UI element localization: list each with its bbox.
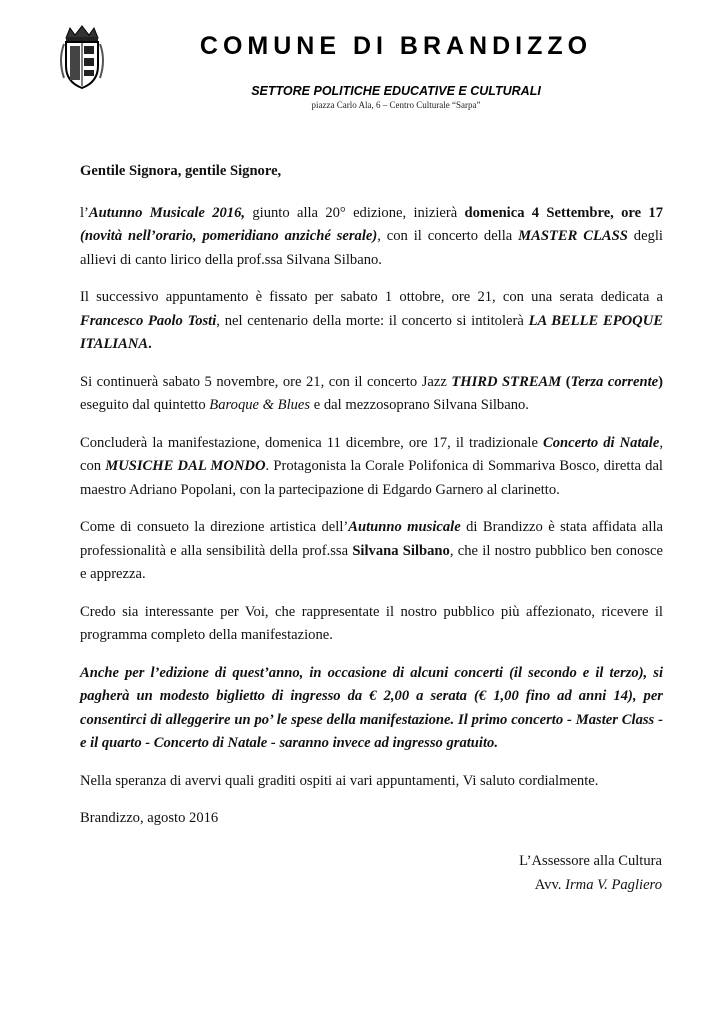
paragraph-7: Anche per l’edizione di quest’anno, in occasione di alcuni concerti (il secondo e il terzo), si pagherà un modesto biglietto di ingresso da € 2,00 a serata (€ 1,00 fino ad anni 14), per consentirci di alleggerire un po’ le spese della manifestazione. Il primo concerto - Master Class - e il quarto - Concerto di Natale - saranno invece ad ingresso gratuito. <box>80 664 663 751</box>
coat-of-arms-icon <box>58 24 106 90</box>
signature-role: L’Assessore alla Cultura <box>519 853 662 869</box>
paragraph-5: Come di consueto la direzione artistica dell’Autunno musicale di Brandizzo è stata affidata alla professionalità e alla sensibilità della prof.ssa Silvana Silbano, che il nostro pubblico ben conosce e apprezza. <box>80 519 664 582</box>
greeting: Gentile Signora, gentile Signore, <box>80 163 282 179</box>
paragraph-6: Credo sia interessante per Voi, che rappresentate il nostro pubblico più affezionato, ricevere il programma completo della manifestazione. <box>80 603 663 643</box>
paragraph-8: Nella speranza di avervi quali graditi ospiti ai vari appuntamenti, Vi saluto cordialmente. <box>80 772 599 789</box>
place-date: Brandizzo, agosto 2016 <box>80 810 219 826</box>
page-title: COMUNE DI BRANDIZZO <box>199 32 593 60</box>
address-line: piazza Carlo Ala, 6 – Centro Culturale “Sarpa” <box>311 100 481 110</box>
paragraph-1: l’Autunno Musicale 2016, giunto alla 20° edizione, inizierà domenica 4 Settembre, ore 17 (novità nell’orario, pomeridiano anziché serale), con il concerto della MASTER CLASS degli allievi di canto lirico della prof.ssa Silvana Silbano. <box>80 204 664 268</box>
letter-body <box>80 160 663 845</box>
paragraph-2: Il successivo appuntamento è fissato per sabato 1 ottobre, ore 21, con una serata dedicata a Francesco Paolo Tosti, nel centenario della morte: il concerto si intitolerà LA BELLE EPOQUE ITALIANA. <box>80 289 663 352</box>
sector-heading: SETTORE POLITICHE EDUCATIVE E CULTURALI <box>251 84 541 98</box>
paragraph-3: Si continuerà sabato 5 novembre, ore 21, con il concerto Jazz THIRD STREAM (Terza corrente) eseguito dal quintetto Baroque & Blues e dal mezzosoprano Silvana Silbano. <box>80 373 663 413</box>
paragraph-4: Concluderà la manifestazione, domenica 11 dicembre, ore 17, il tradizionale Concerto di Natale, con MUSICHE DAL MONDO. Protagonista la Corale Polifonica di Sommariva Bosco, diretta dal maestro Adriano Popolani, con la partecipazione di Edgardo Garnero al clarinetto. <box>80 434 663 498</box>
signature-name: Avv. Irma V. Pagliero <box>534 877 662 893</box>
